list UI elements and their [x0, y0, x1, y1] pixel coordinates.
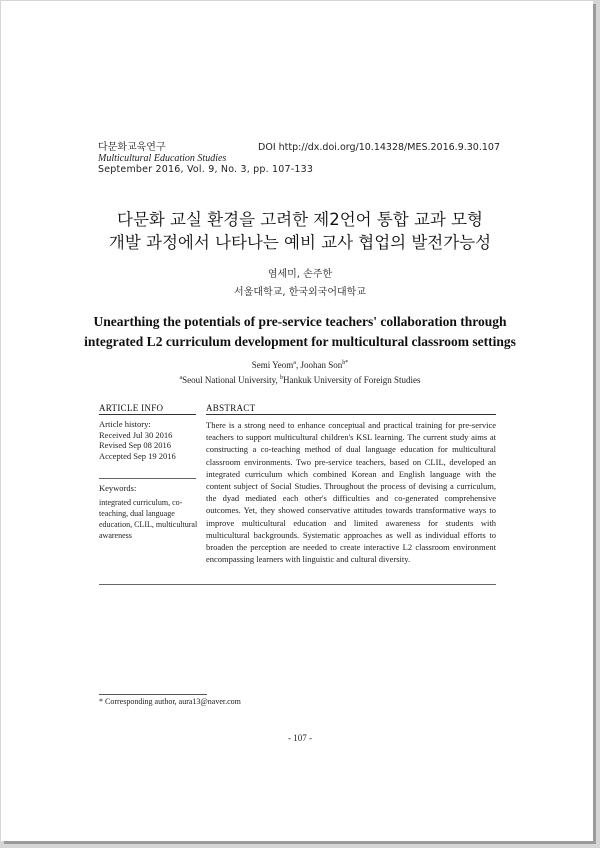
- journal-title-en: Multicultural Education Studies: [98, 153, 227, 164]
- abstract-bottom-rule: [99, 584, 496, 585]
- authors-korean: 염세미, 손주한: [267, 269, 333, 280]
- keywords-divider: [99, 478, 196, 479]
- affiliation-korean: 서울대학교, 한국외국어대학교: [234, 287, 366, 298]
- journal-title-ko: 다문화교육연구: [98, 142, 166, 153]
- title-english-line1: Unearthing the potentials of pre-service teachers' collaboration through: [93, 314, 507, 329]
- article-info-rule: [99, 414, 196, 415]
- page-number: - 107 -: [288, 733, 312, 743]
- affiliation-b-sup: b: [280, 375, 284, 381]
- abstract-rule: [206, 414, 496, 415]
- received-date: Received Jul 30 2016: [99, 429, 173, 440]
- title-korean-line2: 개발 과정에서 나타나는 예비 교사 협업의 발전가능성: [108, 233, 492, 252]
- title-korean-line1: 다문화 교실 환경을 고려한 제2언어 통합 교과 모형: [117, 210, 483, 229]
- article-info-heading: ARTICLE INFO: [99, 403, 164, 413]
- doi-link[interactable]: DOI http://dx.doi.org/10.14328/MES.2016.9.30.107: [258, 142, 500, 153]
- author-separator: ,: [295, 360, 301, 370]
- keywords-list: integrated curriculum, co-teaching, dual language education, CLIL, multicultural awareness: [99, 498, 198, 540]
- affiliation-b: Hankuk University of Foreign Studies: [283, 375, 421, 385]
- footnote-corresponding-author: * Corresponding author, aura13@naver.com: [99, 697, 241, 706]
- title-korean: [0, 208, 600, 254]
- author-1-sup: a: [293, 360, 296, 366]
- article-history: [99, 419, 176, 461]
- title-english: [0, 312, 600, 352]
- accepted-date: Accepted Sep 19 2016: [99, 450, 176, 461]
- authors-english: [0, 360, 600, 370]
- affiliation-english: [0, 375, 600, 385]
- footnote-rule: [99, 694, 207, 695]
- revised-date: Revised Sep 08 2016: [99, 440, 172, 450]
- keywords-label: Keywords:: [99, 483, 137, 493]
- title-english-line2: integrated L2 curriculum development for multicultural classroom settings: [84, 334, 516, 349]
- author-2: Joohan Son: [300, 360, 343, 370]
- author-2-sup: b*: [342, 360, 349, 366]
- abstract-heading: ABSTRACT: [206, 403, 256, 413]
- author-1: Semi Yeom: [251, 360, 294, 370]
- history-label: Article history:: [99, 419, 151, 429]
- affiliation-a: Seoul National University,: [182, 375, 281, 385]
- affiliation-a-sup: a: [179, 375, 183, 381]
- abstract-text: There is a strong need to enhance conceptual and practical training for pre-service teachers to support multicultural children's KSL learning. The current study aims at constructing a co-teaching method of dual language education for multicultural classroom environments. Two pre-service teachers, based on CLIL, developed an integrated curriculum which combined Korean and English language with the content subject of Social Studies. Throughout the process of devising a curriculum, the dyad mediated each other's difficulties and co-generated comprehensive outcomes. Yet, they showed conservative attitudes towards transformative ways to improve multicultural education and limited awareness for students with multicultural backgrounds. Systematic approaches as well as individual efforts to broaden the perception are needed to create interactive L2 classroom environment encompassing learners with linguistic and cultural diversity.: [206, 420, 496, 565]
- journal-issue: September 2016, Vol. 9, No. 3, pp. 107-133: [98, 164, 314, 175]
